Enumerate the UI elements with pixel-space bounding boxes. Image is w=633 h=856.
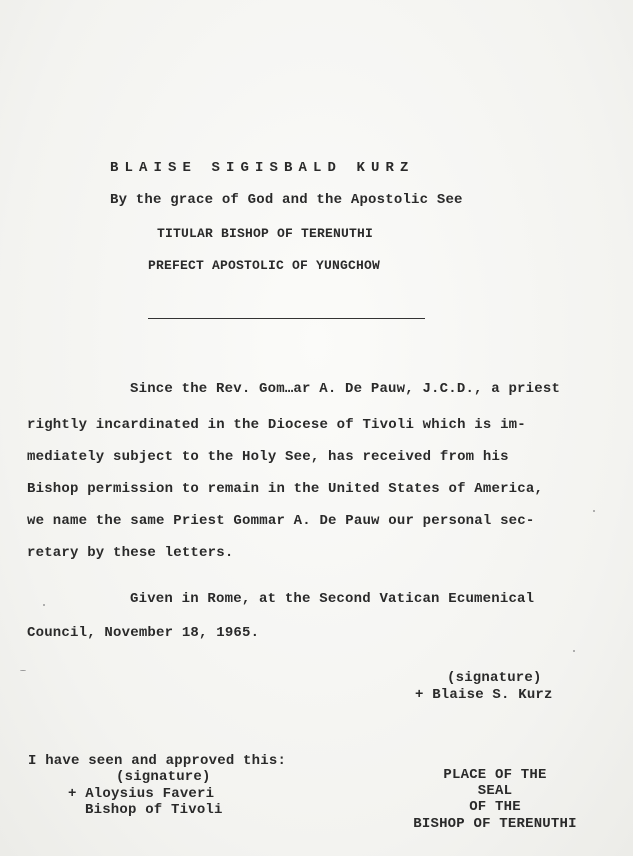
- header-name: BLAISE SIGISBALD KURZ: [110, 160, 415, 176]
- approval-signature-label: (signature): [116, 769, 211, 785]
- seal-line-2: SEAL: [477, 783, 513, 799]
- header-divider: [148, 318, 425, 319]
- body-line-3: mediately subject to the Holy See, has received from his: [27, 449, 509, 465]
- seal-line-1: PLACE OF THE: [443, 767, 547, 783]
- scan-speck: [20, 670, 26, 671]
- seal-line-4: BISHOP OF TERENUTHI: [413, 816, 577, 832]
- header-grace-line: By the grace of God and the Apostolic See: [110, 192, 463, 208]
- signature-name: + Blaise S. Kurz: [415, 687, 553, 703]
- approval-name: + Aloysius Faveri: [68, 786, 215, 802]
- body-line-1: Since the Rev. Gom…ar A. De Pauw, J.C.D., a priest: [130, 381, 561, 397]
- seal-line-3: OF THE: [469, 799, 521, 815]
- body-line-2: rightly incardinated in the Diocese of Tivoli which is im-: [27, 417, 526, 433]
- scan-speck: [43, 604, 45, 606]
- body-line-4: Bishop permission to remain in the United States of America,: [27, 481, 544, 497]
- scan-speck: [593, 510, 595, 512]
- approval-line: I have seen and approved this:: [28, 753, 287, 769]
- body-line-6: retary by these letters.: [27, 545, 234, 561]
- header-title-2: PREFECT APOSTOLIC OF YUNGCHOW: [148, 258, 381, 273]
- body-line-5: we name the same Priest Gommar A. De Pauw our personal sec-: [27, 513, 535, 529]
- header-title-1: TITULAR BISHOP OF TERENUTHI: [157, 226, 374, 241]
- approval-title: Bishop of Tivoli: [85, 802, 223, 818]
- given-line-1: Given in Rome, at the Second Vatican Ecumenical: [130, 591, 535, 607]
- scan-speck: [573, 650, 575, 652]
- signature-label: (signature): [447, 670, 542, 686]
- given-line-2: Council, November 18, 1965.: [27, 625, 260, 641]
